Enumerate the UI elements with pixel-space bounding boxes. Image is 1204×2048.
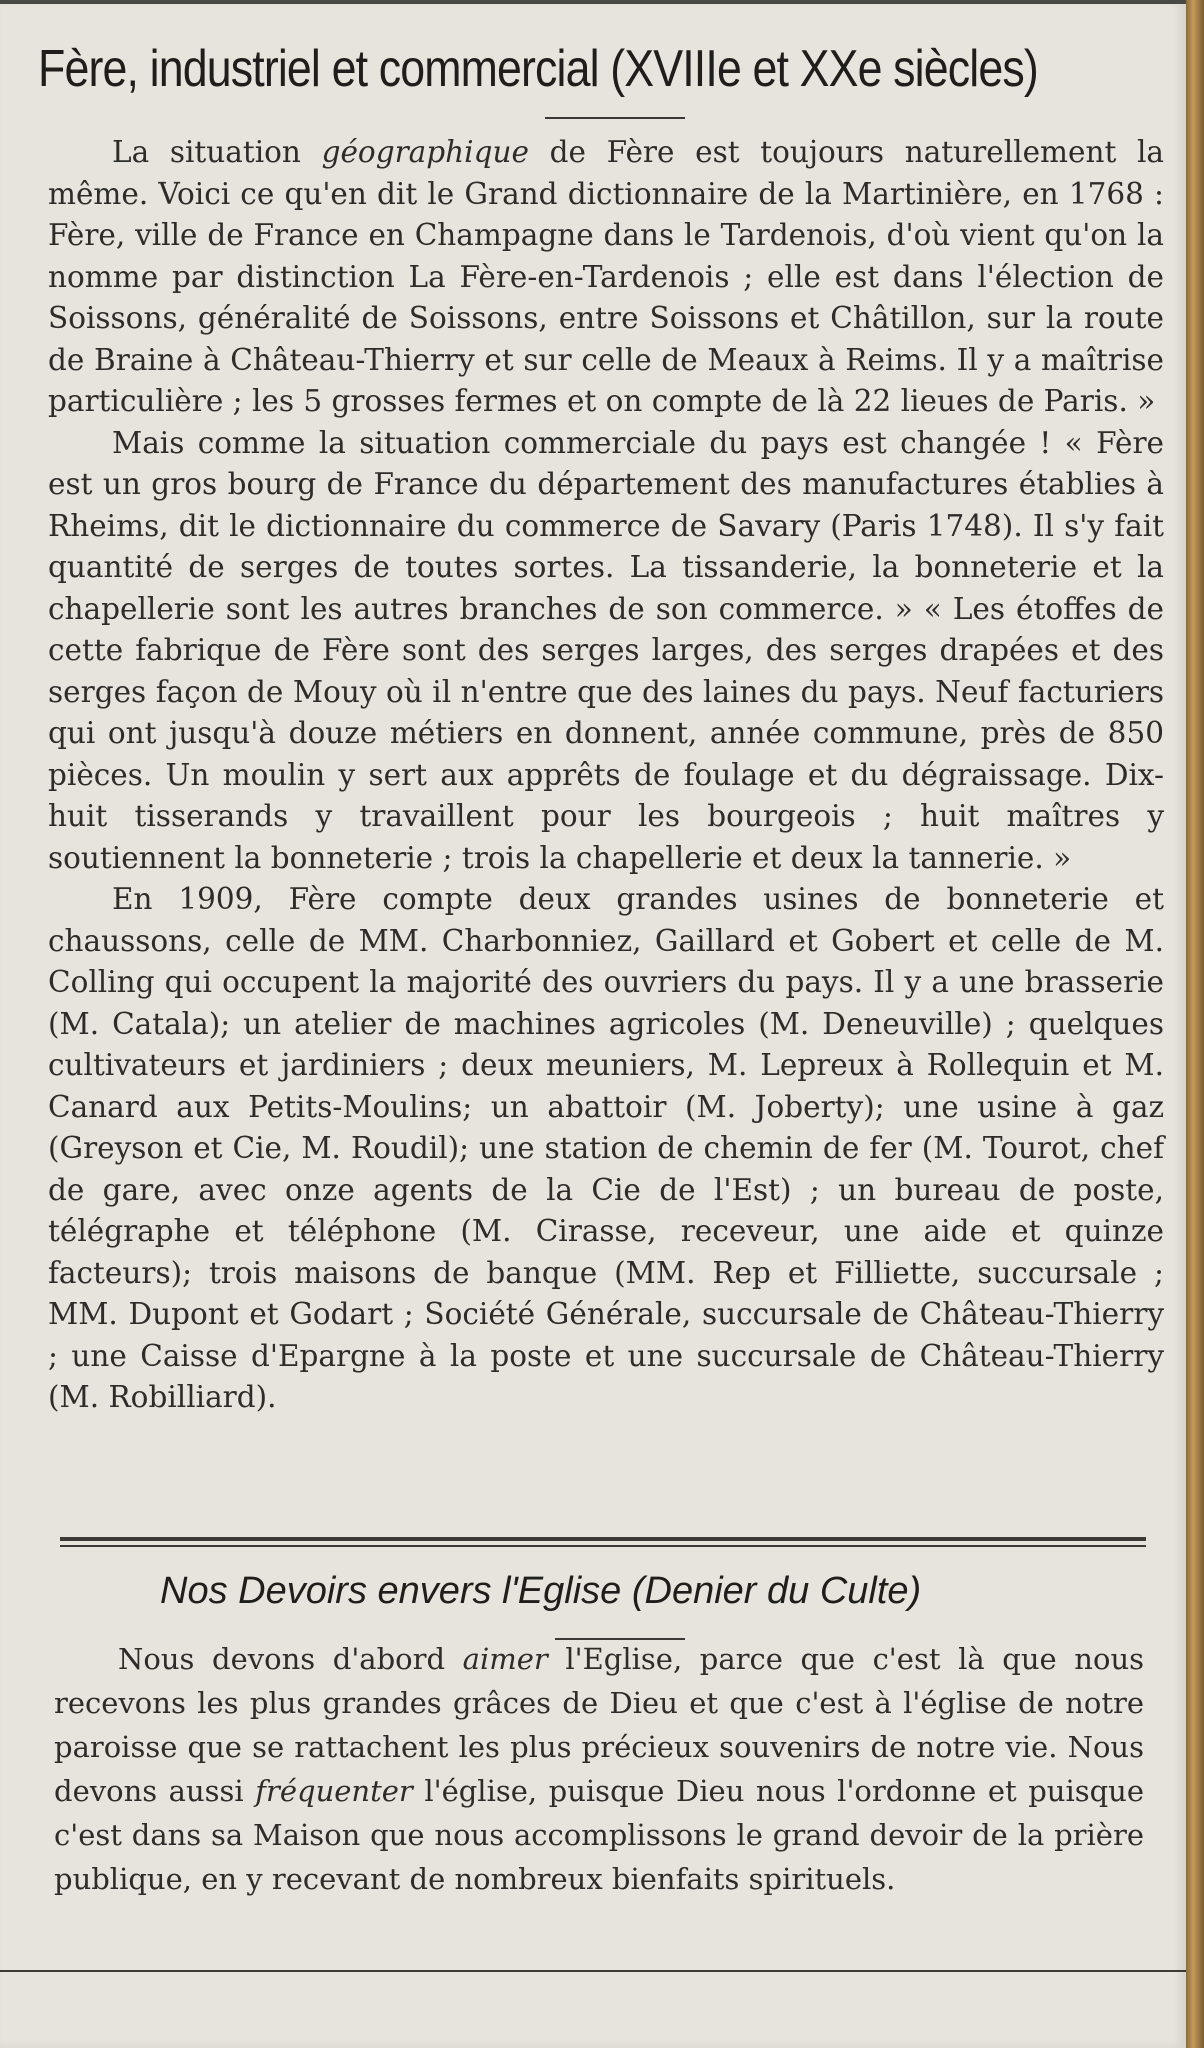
page-title: Fère, industriel et commercial (XVIIIe et XXe siècles) bbox=[38, 40, 1038, 98]
paragraph-devoirs-text-middle: l'Eglise, parce que c'est là que nous recevons les plus grandes grâces de Dieu et que c'est à l'église de notre paroisse que se rattachent les plus précieux souvenirs de notre vie. Nous devons aussi bbox=[54, 1642, 1145, 1808]
emphasis-geographique: géographique bbox=[321, 135, 529, 169]
title-underline bbox=[545, 117, 685, 119]
article-devoirs-eglise bbox=[54, 1637, 1144, 1901]
section-title-devoirs: Nos Devoirs envers l'Eglise (Denier du Culte) bbox=[160, 1570, 922, 1612]
paragraph-geography bbox=[48, 132, 1164, 423]
paragraph-1909-industry: En 1909, Fère compte deux grandes usines de bonneterie et chaussons, celle de MM. Charbonniez, Gaillard et Gobert et celle de M. Colling qui occupent la majorité des ouvriers du pays. Il y a une brasserie (M. Catala); un atelier de machines agricoles (M. Deneuville) ; quelques cultivateurs et jardiniers ; deux meuniers, M. Lepreux à Rollequin et M. Canard aux Petits-Moulins; un abattoir (M. Joberty); une usine à gaz (Greyson et Cie, M. Roudil); une station de chemin de fer (M. Tourot, chef de gare, avec onze agents de la Cie de l'Est) ; un bureau de poste, télégraphe et téléphone (M. Cirasse, receveur, une aide et quinze facteurs); trois maisons de banque (MM. Rep et Filliette, succursale ; MM. Dupont et Godart ; Société Générale, succursale de Château-Thierry ; une Caisse d'Epargne à la poste et une succursale de Château-Thierry (M. Robilliard). bbox=[48, 882, 1164, 1414]
paragraph-commerce-history: Mais comme la situation commerciale du pays est changée ! « Fère est un gros bourg de France du département des manufactures établies à Rheims, dit le dictionnaire du commerce de Savary (Paris 1748). Il s'y fait quantité de serges de toutes sortes. La tissanderie, la bonneterie et la chapellerie sont les autres branches de son commerce. » « Les étoffes de cette fabrique de Fère sont des serges larges, des serges drapées et des serges façon de Mouy où il n'entre que des laines du pays. Neuf facturiers qui ont jusqu'à douze métiers en donnent, année commune, près de 850 pièces. Un moulin y sert aux apprêts de foulage et du dégraissage. Dix-huit tisserands y travaillent pour les bourgeois ; huit maîtres y soutiennent la bonneterie ; trois la chapellerie et deux la tannerie. » bbox=[48, 425, 1164, 875]
emphasis-aimer: aimer bbox=[462, 1642, 548, 1676]
section-divider-thin bbox=[60, 1545, 1146, 1547]
paragraph-devoirs bbox=[54, 1637, 1144, 1901]
emphasis-frequenter: fréquenter bbox=[255, 1774, 413, 1808]
paragraph-geography-text-end: de Fère est toujours naturellement la même. Voici ce qu'en dit le Grand dictionnaire de la Martinière, en 1768 : Fère, ville de France en Champagne dans le Tardenois, d'où vient qu'on la nomme par distinction La Fère-en-Tardenois ; elle est dans l'élection de Soissons, généralité de Soissons, entre Soissons et Châtillon, sur la route de Braine à Château-Thierry et sur celle de Meaux à Reims. Il y a maîtrise particulière ; les 5 grosses fermes et on compte de là 22 lieues de Paris. » bbox=[48, 135, 1165, 418]
top-border-rule bbox=[0, 0, 1186, 4]
bottom-border-rule bbox=[0, 1970, 1186, 1972]
section-divider-thick bbox=[60, 1537, 1146, 1541]
article-industrial-commercial bbox=[48, 132, 1164, 1419]
paragraph-devoirs-text-start: Nous devons d'abord bbox=[118, 1642, 463, 1676]
book-spine-edge bbox=[1186, 0, 1204, 2048]
paragraph-devoirs-text-end: l'église, puisque Dieu nous l'ordonne et puisque c'est dans sa Maison que nous accomplissons le grand devoir de la prière publique, en y recevant de nombreux bienfaits spirituels. bbox=[54, 1774, 1145, 1896]
paragraph-geography-text-start: La situation bbox=[112, 135, 322, 169]
